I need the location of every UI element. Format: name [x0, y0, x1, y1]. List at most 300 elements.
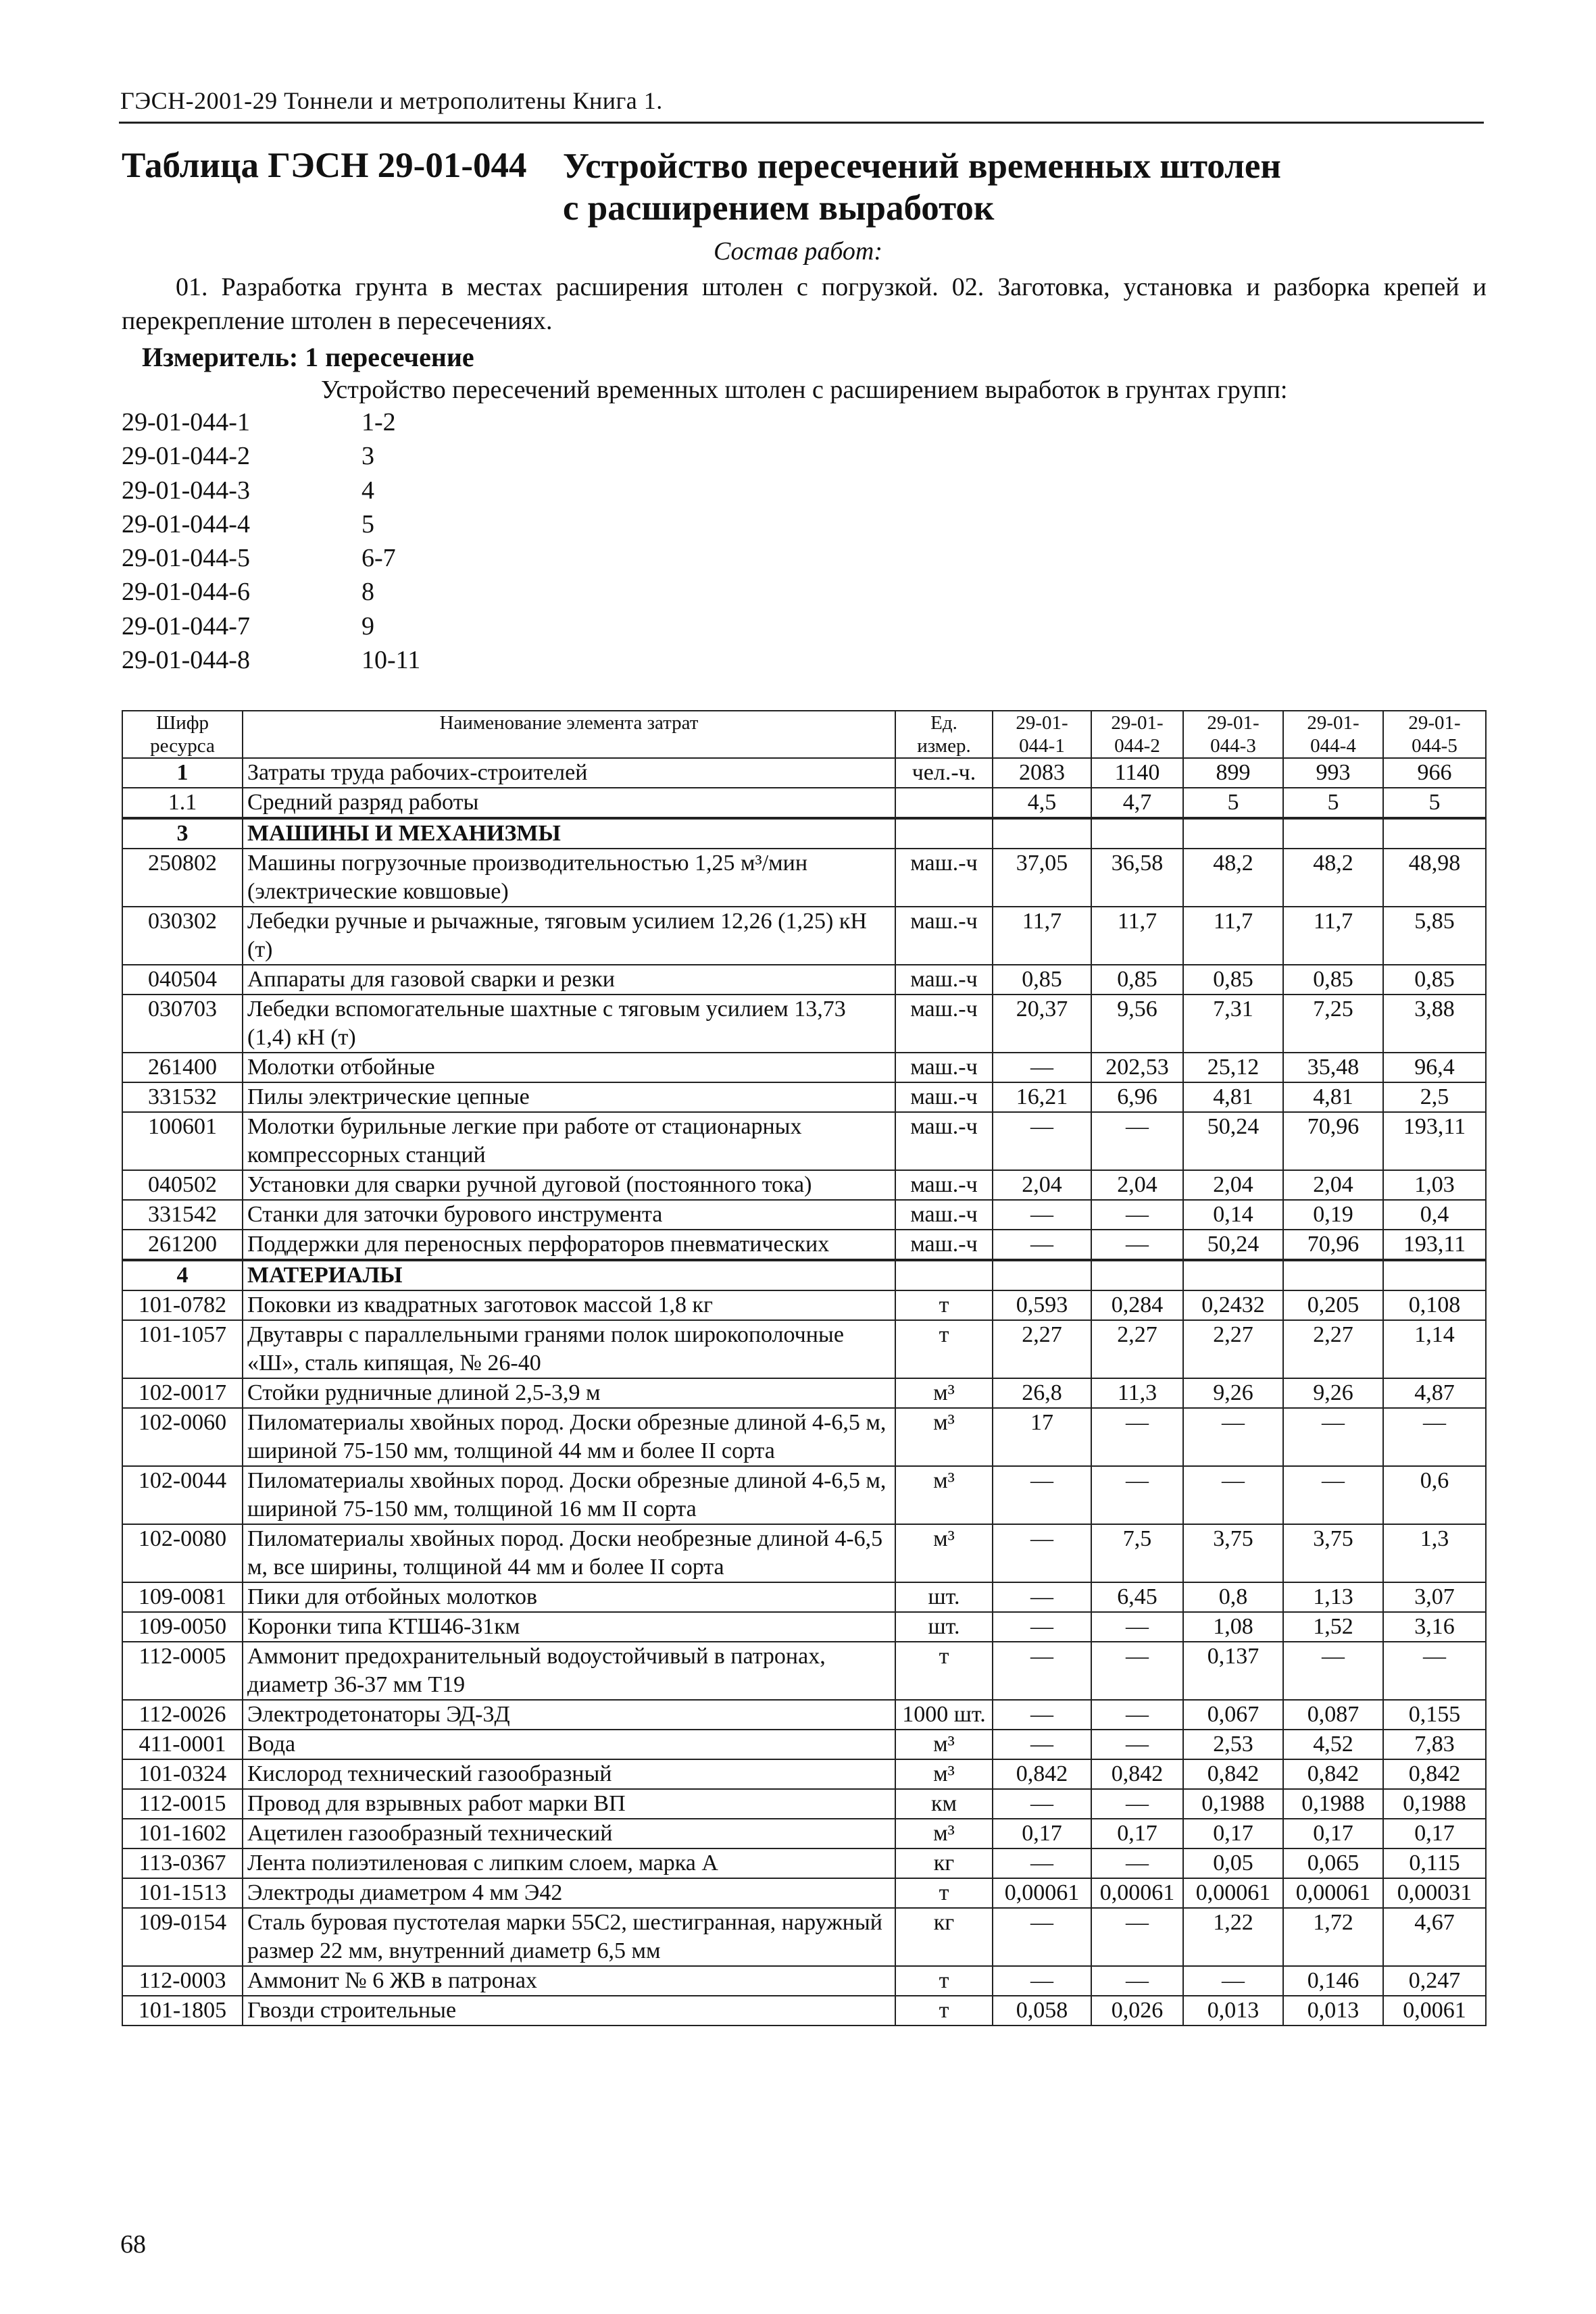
unit-cell: т — [895, 1996, 993, 2026]
value-cell-3: 0,013 — [1183, 1996, 1283, 2026]
section-row — [122, 818, 1486, 849]
variant-row — [122, 575, 420, 609]
value-cell-2: — — [1091, 1642, 1183, 1700]
resource-name-cell: Коронки типа КТШ46-31км — [243, 1612, 895, 1642]
value-cell-4: 993 — [1283, 758, 1383, 788]
value-cell-4 — [1283, 1260, 1383, 1290]
value-cell-5: 7,83 — [1383, 1730, 1486, 1759]
table-row — [122, 1378, 1486, 1408]
unit-cell: маш.-ч — [895, 1112, 993, 1170]
value-cell-1: — — [993, 1466, 1091, 1524]
value-cell-3: 0,00061 — [1183, 1878, 1283, 1908]
header-col-line2: 044-4 — [1310, 735, 1356, 757]
value-cell-2: — — [1091, 1848, 1183, 1878]
value-cell-1: — — [993, 1112, 1091, 1170]
unit-cell: м³ — [895, 1759, 993, 1789]
value-cell-5: 1,03 — [1383, 1170, 1486, 1200]
value-cell-2: 0,284 — [1091, 1290, 1183, 1320]
value-cell-3: 9,26 — [1183, 1378, 1283, 1408]
resource-code-cell: 040502 — [122, 1170, 243, 1200]
value-cell-4: 2,27 — [1283, 1320, 1383, 1378]
resource-name-cell: Средний разряд работы — [243, 788, 895, 818]
value-cell-2: 11,7 — [1091, 907, 1183, 965]
variant-soil-group: 6-7 — [361, 544, 396, 573]
table-row — [122, 1320, 1486, 1378]
value-cell-2: — — [1091, 1112, 1183, 1170]
value-cell-3: 3,75 — [1183, 1524, 1283, 1582]
resource-name-cell: Аммонит предохранительный водоустойчивый в патронах, диаметр 36-37 мм Т19 — [243, 1642, 895, 1700]
resource-name-cell: Провод для взрывных работ марки ВП — [243, 1789, 895, 1819]
header-code-line2: ресурса — [150, 735, 215, 757]
value-cell-4: 9,26 — [1283, 1378, 1383, 1408]
value-cell-3: 2,27 — [1183, 1320, 1283, 1378]
table-row — [122, 849, 1486, 907]
value-cell-4: 0,146 — [1283, 1966, 1383, 1996]
table-row — [122, 1612, 1486, 1642]
unit-cell — [895, 788, 993, 818]
resource-code-cell: 3 — [122, 818, 243, 849]
header-unit — [895, 711, 993, 758]
resources-table — [122, 710, 1487, 2026]
unit-cell: т — [895, 1290, 993, 1320]
value-cell-5: 5,85 — [1383, 907, 1486, 965]
variant-row — [122, 439, 420, 473]
value-cell-5: 0,247 — [1383, 1966, 1486, 1996]
value-cell-4: 48,2 — [1283, 849, 1383, 907]
table-row — [122, 1290, 1486, 1320]
header-col-5 — [1383, 711, 1486, 758]
value-cell-2: 0,00061 — [1091, 1878, 1183, 1908]
unit-cell: чел.-ч. — [895, 758, 993, 788]
value-cell-1: 0,593 — [993, 1290, 1091, 1320]
table-row — [122, 1466, 1486, 1524]
variant-soil-group: 8 — [361, 578, 374, 607]
value-cell-5: 3,07 — [1383, 1582, 1486, 1612]
resource-name-cell: Молотки отбойные — [243, 1053, 895, 1082]
table-row — [122, 1170, 1486, 1200]
value-cell-5: 1,3 — [1383, 1524, 1486, 1582]
value-cell-1: 4,5 — [993, 788, 1091, 818]
value-cell-1: — — [993, 1908, 1091, 1966]
resource-code-cell: 1.1 — [122, 788, 243, 818]
variant-row — [122, 609, 420, 643]
resource-name-cell: Поковки из квадратных заготовок массой 1,8 кг — [243, 1290, 895, 1320]
resource-name-cell: Электроды диаметром 4 мм Э42 — [243, 1878, 895, 1908]
unit-cell: м³ — [895, 1524, 993, 1582]
value-cell-1: — — [993, 1730, 1091, 1759]
value-cell-1: 11,7 — [993, 907, 1091, 965]
value-cell-4: — — [1283, 1466, 1383, 1524]
table-row — [122, 1700, 1486, 1730]
section-row — [122, 1260, 1486, 1290]
table-row — [122, 1230, 1486, 1260]
value-cell-3: 0,067 — [1183, 1700, 1283, 1730]
value-cell-4: 0,1988 — [1283, 1789, 1383, 1819]
value-cell-5: 0,115 — [1383, 1848, 1486, 1878]
unit-cell: маш.-ч — [895, 907, 993, 965]
value-cell-4: 3,75 — [1283, 1524, 1383, 1582]
value-cell-3 — [1183, 818, 1283, 849]
resource-name-cell: Пиломатериалы хвойных пород. Доски обрезные длиной 4-6,5 м, шириной 75-150 мм, толщиной 16 мм II сорта — [243, 1466, 895, 1524]
table-body — [122, 758, 1486, 2026]
resource-name-cell: Установки для сварки ручной дуговой (постоянного тока) — [243, 1170, 895, 1200]
value-cell-5: 0,6 — [1383, 1466, 1486, 1524]
variant-code: 29-01-044-7 — [122, 611, 250, 640]
value-cell-5: 3,16 — [1383, 1612, 1486, 1642]
header-col-line1: 29-01- — [1307, 712, 1360, 734]
value-cell-3: 0,137 — [1183, 1642, 1283, 1700]
value-cell-5 — [1383, 818, 1486, 849]
resource-name-cell: Лебедки ручные и рычажные, тяговым усилием 12,26 (1,25) кН (т) — [243, 907, 895, 965]
value-cell-2: — — [1091, 1908, 1183, 1966]
value-cell-4: — — [1283, 1642, 1383, 1700]
variant-code: 29-01-044-2 — [122, 442, 250, 471]
header-col-line2: 044-3 — [1210, 735, 1256, 757]
value-cell-5: 0,00031 — [1383, 1878, 1486, 1908]
resource-code-cell: 250802 — [122, 849, 243, 907]
value-cell-2: 0,026 — [1091, 1996, 1183, 2026]
variant-row — [122, 507, 420, 541]
variant-soil-group: 3 — [361, 442, 374, 471]
value-cell-1: — — [993, 1612, 1091, 1642]
value-cell-4: 0,205 — [1283, 1290, 1383, 1320]
resource-code-cell: 113-0367 — [122, 1848, 243, 1878]
value-cell-2: 1140 — [1091, 758, 1183, 788]
resource-name-cell: Машины погрузочные производительностью 1,25 м³/мин (электрические ковшовые) — [243, 849, 895, 907]
header-unit-line2: измер. — [917, 735, 971, 757]
value-cell-5: 3,88 — [1383, 995, 1486, 1053]
variant-row — [122, 474, 420, 507]
value-cell-5: 0,85 — [1383, 965, 1486, 995]
value-cell-4: 70,96 — [1283, 1230, 1383, 1260]
value-cell-2: — — [1091, 1230, 1183, 1260]
resource-name-cell: Молотки бурильные легкие при работе от стационарных компрессорных станций — [243, 1112, 895, 1170]
resource-code-cell: 261200 — [122, 1230, 243, 1260]
value-cell-5: 193,11 — [1383, 1230, 1486, 1260]
unit-cell: т — [895, 1320, 993, 1378]
value-cell-4: 5 — [1283, 788, 1383, 818]
header-code-line1: Шифр — [155, 712, 209, 734]
resource-name-cell: Станки для заточки бурового инструмента — [243, 1200, 895, 1230]
table-row — [122, 1966, 1486, 1996]
resource-code-cell: 1 — [122, 758, 243, 788]
resource-code-cell: 102-0060 — [122, 1408, 243, 1466]
unit-cell: маш.-ч — [895, 1053, 993, 1082]
resource-code-cell: 101-1057 — [122, 1320, 243, 1378]
value-cell-4: 0,17 — [1283, 1819, 1383, 1848]
resource-name-cell: Лента полиэтиленовая с липким слоем, марка А — [243, 1848, 895, 1878]
value-cell-5: 2,5 — [1383, 1082, 1486, 1112]
header-col-4 — [1283, 711, 1383, 758]
value-cell-1: 2,04 — [993, 1170, 1091, 1200]
resource-code-cell: 101-1602 — [122, 1819, 243, 1848]
value-cell-3: 0,8 — [1183, 1582, 1283, 1612]
variant-code: 29-01-044-3 — [122, 476, 250, 505]
value-cell-5: 4,67 — [1383, 1908, 1486, 1966]
table-title-line1: Устройство пересечений временных штолен — [563, 147, 1281, 186]
resource-name-cell: Пиломатериалы хвойных пород. Доски необрезные длиной 4-6,5 м, все ширины, толщиной 44 мм и более II сорта — [243, 1524, 895, 1582]
resource-name-cell: Поддержки для переносных перфораторов пневматических — [243, 1230, 895, 1260]
variant-soil-group: 10-11 — [361, 646, 421, 675]
unit-cell: т — [895, 1878, 993, 1908]
value-cell-4: 1,13 — [1283, 1582, 1383, 1612]
resource-code-cell: 112-0015 — [122, 1789, 243, 1819]
value-cell-1: — — [993, 1700, 1091, 1730]
value-cell-5: 0,108 — [1383, 1290, 1486, 1320]
page-number: 68 — [120, 2230, 146, 2259]
variant-soil-group: 9 — [361, 611, 374, 640]
table-row — [122, 1408, 1486, 1466]
value-cell-2: 0,17 — [1091, 1819, 1183, 1848]
value-cell-5: 0,842 — [1383, 1759, 1486, 1789]
value-cell-3: 1,22 — [1183, 1908, 1283, 1966]
value-cell-3: 0,14 — [1183, 1200, 1283, 1230]
value-cell-5: 48,98 — [1383, 849, 1486, 907]
value-cell-1 — [993, 818, 1091, 849]
unit-cell: кг — [895, 1908, 993, 1966]
resource-code-cell: 102-0044 — [122, 1466, 243, 1524]
unit-cell: маш.-ч — [895, 849, 993, 907]
value-cell-4: 2,04 — [1283, 1170, 1383, 1200]
value-cell-3: 5 — [1183, 788, 1283, 818]
resource-code-cell: 4 — [122, 1260, 243, 1290]
value-cell-3: 4,81 — [1183, 1082, 1283, 1112]
value-cell-2: 6,45 — [1091, 1582, 1183, 1612]
header-col-line2: 044-1 — [1019, 735, 1065, 757]
value-cell-4: 0,85 — [1283, 965, 1383, 995]
table-title — [563, 145, 1281, 229]
header-col-line2: 044-5 — [1412, 735, 1457, 757]
unit-cell: маш.-ч — [895, 995, 993, 1053]
table-header-row — [122, 711, 1486, 758]
value-cell-3: 48,2 — [1183, 849, 1283, 907]
value-cell-1: — — [993, 1582, 1091, 1612]
resource-code-cell: 100601 — [122, 1112, 243, 1170]
resource-name-cell: Ацетилен газообразный технический — [243, 1819, 895, 1848]
composition-text: 01. Разработка грунта в местах расширения штолен с погрузкой. 02. Заготовка, установка и разборка крепей и перекрепление штолен в пересечениях. — [122, 273, 1487, 335]
resource-name-cell: Электродетонаторы ЭД-3Д — [243, 1700, 895, 1730]
header-col-line2: 044-2 — [1114, 735, 1160, 757]
value-cell-3: — — [1183, 1466, 1283, 1524]
value-cell-2: — — [1091, 1612, 1183, 1642]
unit-cell: маш.-ч — [895, 1170, 993, 1200]
header-col-1 — [993, 711, 1091, 758]
resource-name-cell: Пики для отбойных молотков — [243, 1582, 895, 1612]
unit-cell: т — [895, 1642, 993, 1700]
value-cell-2: — — [1091, 1789, 1183, 1819]
value-cell-3: 2,04 — [1183, 1170, 1283, 1200]
value-cell-1: 2083 — [993, 758, 1091, 788]
value-cell-2: 202,53 — [1091, 1053, 1183, 1082]
value-cell-1: — — [993, 1848, 1091, 1878]
resource-name-cell: Двутавры с параллельными гранями полок широкополочные «Ш», сталь кипящая, № 26-40 — [243, 1320, 895, 1378]
value-cell-1 — [993, 1260, 1091, 1290]
value-cell-1: 37,05 — [993, 849, 1091, 907]
table-row — [122, 1878, 1486, 1908]
value-cell-3: 0,17 — [1183, 1819, 1283, 1848]
value-cell-1: 0,85 — [993, 965, 1091, 995]
table-row — [122, 788, 1486, 818]
table-title-line2: с расширением выработок — [563, 188, 995, 228]
value-cell-1: 20,37 — [993, 995, 1091, 1053]
value-cell-3: 7,31 — [1183, 995, 1283, 1053]
value-cell-4: 1,52 — [1283, 1612, 1383, 1642]
unit-cell — [895, 818, 993, 849]
table-row — [122, 1200, 1486, 1230]
resource-code-cell: 109-0154 — [122, 1908, 243, 1966]
resource-code-cell: 101-0782 — [122, 1290, 243, 1320]
value-cell-4: 70,96 — [1283, 1112, 1383, 1170]
value-cell-5: 4,87 — [1383, 1378, 1486, 1408]
value-cell-4 — [1283, 818, 1383, 849]
value-cell-5 — [1383, 1260, 1486, 1290]
value-cell-1: — — [993, 1789, 1091, 1819]
value-cell-3: 0,2432 — [1183, 1290, 1283, 1320]
value-cell-4: 4,52 — [1283, 1730, 1383, 1759]
variant-soil-group: 4 — [361, 476, 374, 505]
value-cell-1: 0,00061 — [993, 1878, 1091, 1908]
value-cell-5: — — [1383, 1408, 1486, 1466]
unit-cell: т — [895, 1966, 993, 1996]
value-cell-5: 0,0061 — [1383, 1996, 1486, 2026]
unit-cell: шт. — [895, 1612, 993, 1642]
value-cell-2: — — [1091, 1200, 1183, 1230]
resource-code-cell: 411-0001 — [122, 1730, 243, 1759]
resource-name-cell: Стойки рудничные длиной 2,5-3,9 м — [243, 1378, 895, 1408]
unit-cell: м³ — [895, 1466, 993, 1524]
value-cell-1: 17 — [993, 1408, 1091, 1466]
value-cell-3: 2,53 — [1183, 1730, 1283, 1759]
value-cell-1: — — [993, 1524, 1091, 1582]
value-cell-4: 1,72 — [1283, 1908, 1383, 1966]
value-cell-4: 7,25 — [1283, 995, 1383, 1053]
value-cell-5: 193,11 — [1383, 1112, 1486, 1170]
value-cell-5: 0,155 — [1383, 1700, 1486, 1730]
header-col-3 — [1183, 711, 1283, 758]
variants-list — [122, 405, 420, 677]
value-cell-2: 2,27 — [1091, 1320, 1183, 1378]
value-cell-1: — — [993, 1053, 1091, 1082]
variant-soil-group: 1-2 — [361, 408, 396, 436]
resource-name-cell: Аммонит № 6 ЖВ в патронах — [243, 1966, 895, 1996]
variant-code: 29-01-044-1 — [122, 408, 250, 436]
value-cell-5: 5 — [1383, 788, 1486, 818]
resource-code-cell: 109-0081 — [122, 1582, 243, 1612]
unit-cell: км — [895, 1789, 993, 1819]
composition-heading: Состав работ: — [713, 237, 883, 266]
value-cell-2 — [1091, 1260, 1183, 1290]
value-cell-3: 899 — [1183, 758, 1283, 788]
unit-cell: кг — [895, 1848, 993, 1878]
header-rule — [119, 122, 1484, 124]
table-row — [122, 995, 1486, 1053]
value-cell-2: 0,85 — [1091, 965, 1183, 995]
value-cell-2: — — [1091, 1730, 1183, 1759]
table-row — [122, 1112, 1486, 1170]
value-cell-1: 0,842 — [993, 1759, 1091, 1789]
variant-row — [122, 643, 420, 677]
unit-cell — [895, 1260, 993, 1290]
value-cell-1: — — [993, 1230, 1091, 1260]
value-cell-2: 4,7 — [1091, 788, 1183, 818]
value-cell-5: 1,14 — [1383, 1320, 1486, 1378]
table-row — [122, 1996, 1486, 2026]
value-cell-4: 0,842 — [1283, 1759, 1383, 1789]
table-row — [122, 758, 1486, 788]
value-cell-2: 7,5 — [1091, 1524, 1183, 1582]
unit-cell: 1000 шт. — [895, 1700, 993, 1730]
table-row — [122, 1848, 1486, 1878]
table-row — [122, 1582, 1486, 1612]
value-cell-3: 0,842 — [1183, 1759, 1283, 1789]
value-cell-3: 0,05 — [1183, 1848, 1283, 1878]
unit-cell: маш.-ч — [895, 1200, 993, 1230]
variant-code: 29-01-044-4 — [122, 509, 250, 538]
value-cell-2: 6,96 — [1091, 1082, 1183, 1112]
value-cell-3 — [1183, 1260, 1283, 1290]
resource-code-cell: 040504 — [122, 965, 243, 995]
resource-code-cell: 112-0003 — [122, 1966, 243, 1996]
unit-cell: м³ — [895, 1378, 993, 1408]
value-cell-4: 35,48 — [1283, 1053, 1383, 1082]
unit-cell: м³ — [895, 1408, 993, 1466]
value-cell-2: 0,842 — [1091, 1759, 1183, 1789]
unit-cell: м³ — [895, 1730, 993, 1759]
unit-cell: маш.-ч — [895, 1082, 993, 1112]
resource-code-cell: 101-0324 — [122, 1759, 243, 1789]
running-header: ГЭСН-2001-29 Тоннели и метрополитены Книга 1. — [120, 87, 663, 114]
table-row — [122, 965, 1486, 995]
value-cell-3: 1,08 — [1183, 1612, 1283, 1642]
value-cell-4: 11,7 — [1283, 907, 1383, 965]
value-cell-2: — — [1091, 1408, 1183, 1466]
value-cell-3: — — [1183, 1408, 1283, 1466]
resource-name-cell: Сталь буровая пустотелая марки 55С2, шестигранная, наружный размер 22 мм, внутренний диаметр 6,5 мм — [243, 1908, 895, 1966]
table-row — [122, 1819, 1486, 1848]
unit-cell: маш.-ч — [895, 965, 993, 995]
value-cell-3: 0,85 — [1183, 965, 1283, 995]
value-cell-3: 11,7 — [1183, 907, 1283, 965]
variant-code: 29-01-044-5 — [122, 544, 250, 573]
value-cell-4: 0,065 — [1283, 1848, 1383, 1878]
resource-name-cell: МАТЕРИАЛЫ — [243, 1260, 895, 1290]
table-row — [122, 1082, 1486, 1112]
value-cell-3: 50,24 — [1183, 1230, 1283, 1260]
resource-code-cell: 101-1513 — [122, 1878, 243, 1908]
resource-code-cell: 331532 — [122, 1082, 243, 1112]
value-cell-1: — — [993, 1642, 1091, 1700]
header-col-2 — [1091, 711, 1183, 758]
value-cell-2: 2,04 — [1091, 1170, 1183, 1200]
table-row — [122, 1730, 1486, 1759]
measure-line: Измеритель: 1 пересечение — [142, 342, 474, 372]
value-cell-1: 0,17 — [993, 1819, 1091, 1848]
value-cell-4: 0,19 — [1283, 1200, 1383, 1230]
header-col-line1: 29-01- — [1207, 712, 1260, 734]
value-cell-3: 0,1988 — [1183, 1789, 1283, 1819]
variant-code: 29-01-044-8 — [122, 646, 250, 675]
header-col-line1: 29-01- — [1016, 712, 1068, 734]
resource-code-cell: 030302 — [122, 907, 243, 965]
header-unit-line1: Ед. — [930, 712, 957, 734]
table-label: Таблица ГЭСН 29-01-044 — [122, 146, 527, 185]
value-cell-1: — — [993, 1200, 1091, 1230]
table-row — [122, 1789, 1486, 1819]
value-cell-2 — [1091, 818, 1183, 849]
resource-code-cell: 112-0005 — [122, 1642, 243, 1700]
value-cell-5: 966 — [1383, 758, 1486, 788]
unit-cell: м³ — [895, 1819, 993, 1848]
